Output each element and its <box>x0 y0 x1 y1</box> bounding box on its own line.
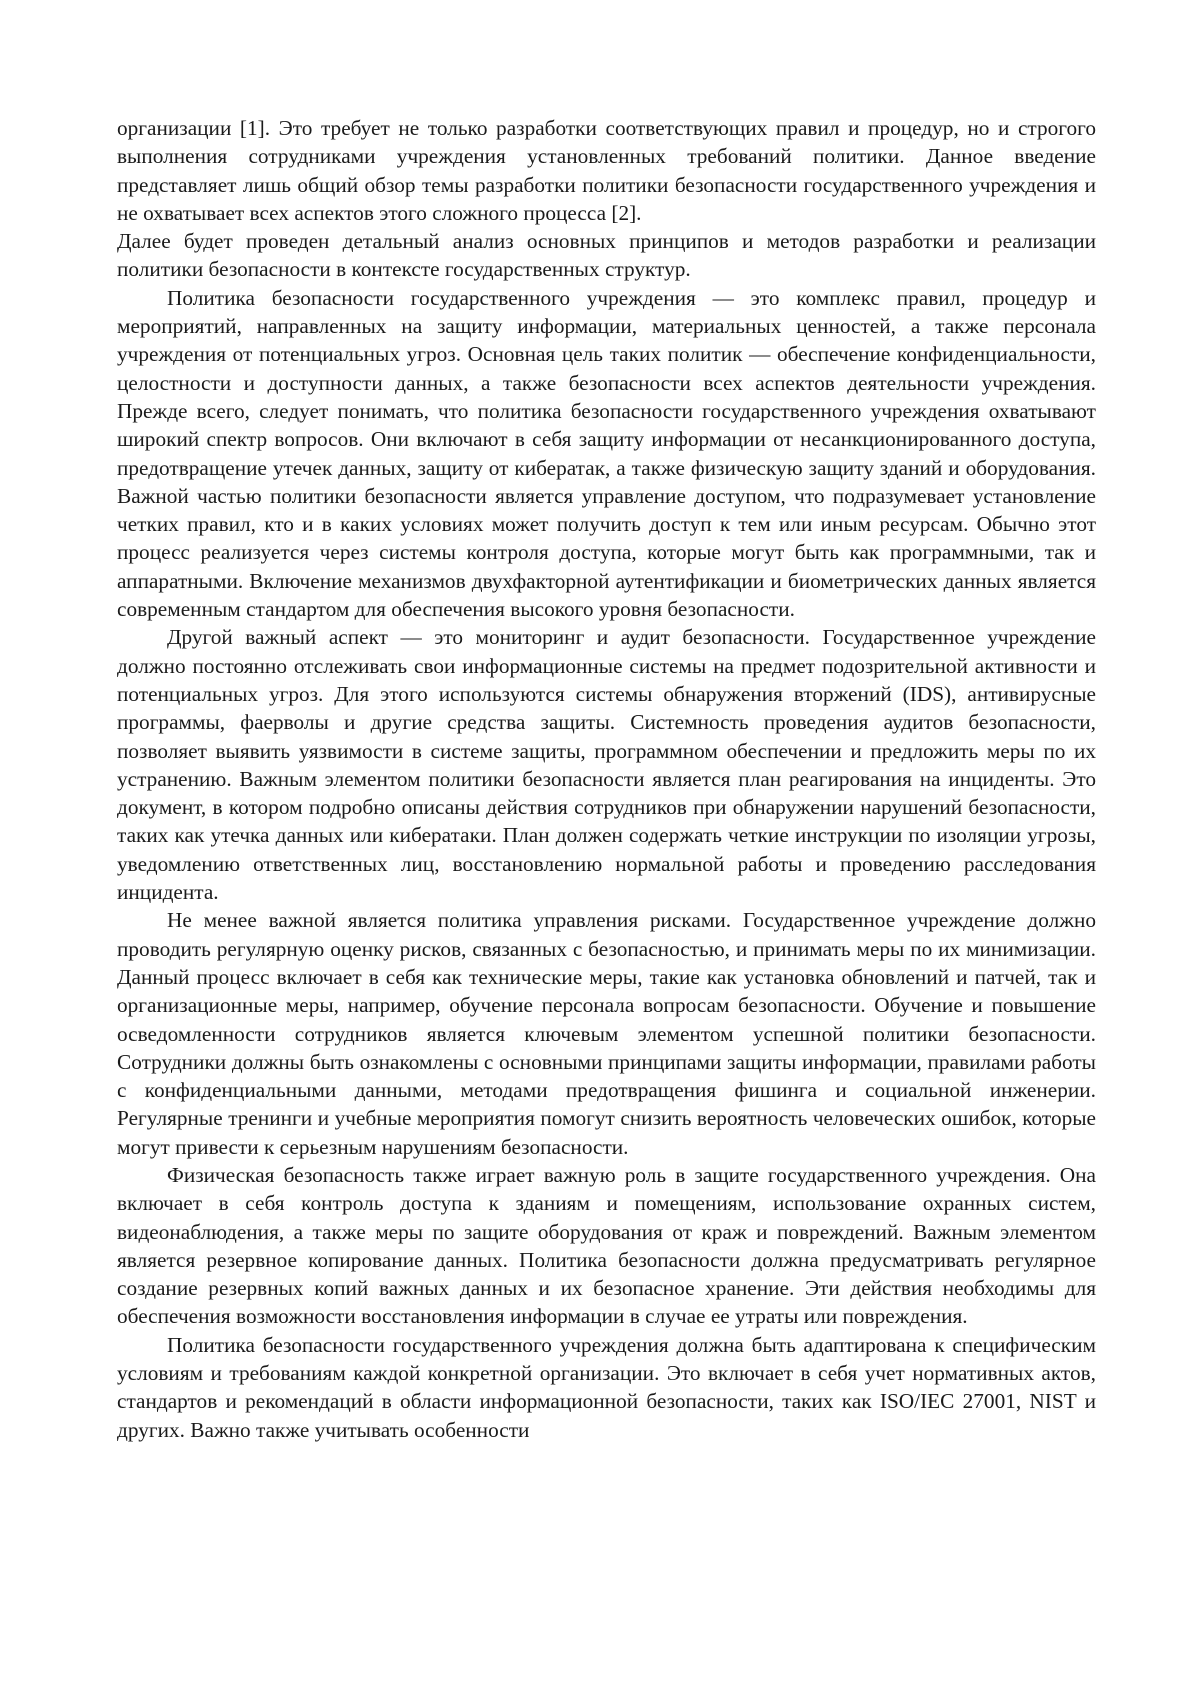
paragraph-3: Политика безопасности государственного учреждения — это комплекс правил, процедур и мероприятий, направленных на защиту информации, материальных ценностей, а также персонала учреждения от потенциальных угроз. Основная цель таких политик — обеспечение конфиденциальности, целостности и доступности данных, а также безопасности всех аспектов деятельности учреждения. Прежде всего, следует понимать, что политика безопасности государственного учреждения охватывают широкий спектр вопросов. Они включают в себя защиту информации от несанкционированного доступа, предотвращение утечек данных, защиту от кибератак, а также физическую защиту зданий и оборудования. Важной частью политики безопасности является управление доступом, что подразумевает установление четких правил, кто и в каких условиях может получить доступ к тем или иным ресурсам. Обычно этот процесс реализуется через системы контроля доступа, которые могут быть как программными, так и аппаратными. Включение механизмов двухфакторной аутентификации и биометрических данных является современным стандартом для обеспечения высокого уровня безопасности. <box>117 284 1096 624</box>
paragraph-5: Не менее важной является политика управления рисками. Государственное учреждение должно проводить регулярную оценку рисков, связанных с безопасностью, и принимать меры по их минимизации. Данный процесс включает в себя как технические меры, такие как установка обновлений и патчей, так и организационные меры, например, обучение персонала вопросам безопасности. Обучение и повышение осведомленности сотрудников является ключевым элементом успешной политики безопасности. Сотрудники должны быть ознакомлены с основными принципами защиты информации, правилами работы с конфиденциальными данными, методами предотвращения фишинга и социальной инженерии. Регулярные тренинги и учебные мероприятия помогут снизить вероятность человеческих ошибок, которые могут привести к серьезным нарушениям безопасности. <box>117 906 1096 1161</box>
document-page <box>0 0 1200 1698</box>
paragraph-1: организации [1]. Это требует не только разработки соответствующих правил и процедур, но и строгого выполнения сотрудниками учреждения установленных требований политики. Данное введение представляет лишь общий обзор темы разработки политики безопасности государственного учреждения и не охватывает всех аспектов этого сложного процесса [2]. <box>117 114 1096 227</box>
paragraph-2: Далее будет проведен детальный анализ основных принципов и методов разработки и реализации политики безопасности в контексте государственных структур. <box>117 227 1096 284</box>
paragraph-4: Другой важный аспект — это мониторинг и аудит безопасности. Государственное учреждение должно постоянно отслеживать свои информационные системы на предмет подозрительной активности и потенциальных угроз. Для этого используются системы обнаружения вторжений (IDS), антивирусные программы, фаерволы и другие средства защиты. Системность проведения аудитов безопасности, позволяет выявить уязвимости в системе защиты, программном обеспечении и предложить меры по их устранению. Важным элементом политики безопасности является план реагирования на инциденты. Это документ, в котором подробно описаны действия сотрудников при обнаружении нарушений безопасности, таких как утечка данных или кибератаки. План должен содержать четкие инструкции по изоляции угрозы, уведомлению ответственных лиц, восстановлению нормальной работы и проведению расследования инцидента. <box>117 623 1096 906</box>
paragraph-6: Физическая безопасность также играет важную роль в защите государственного учреждения. Она включает в себя контроль доступа к зданиям и помещениям, использование охранных систем, видеонаблюдения, а также меры по защите оборудования от краж и повреждений. Важным элементом является резервное копирование данных. Политика безопасности должна предусматривать регулярное создание резервных копий важных данных и их безопасное хранение. Эти действия необходимы для обеспечения возможности восстановления информации в случае ее утраты или повреждения. <box>117 1161 1096 1331</box>
document-body <box>117 114 1096 1444</box>
paragraph-7: Политика безопасности государственного учреждения должна быть адаптирована к специфическим условиям и требованиям каждой конкретной организации. Это включает в себя учет нормативных актов, стандартов и рекомендаций в области информационной безопасности, таких как ISO/IEC 27001, NIST и других. Важно также учитывать особенности <box>117 1331 1096 1444</box>
